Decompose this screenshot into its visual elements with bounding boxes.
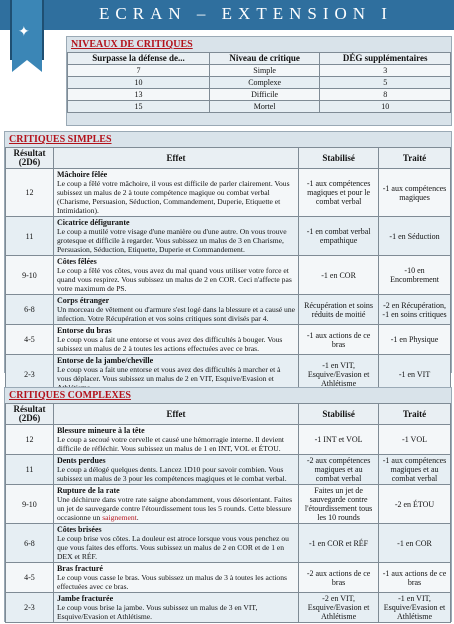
traite-cell: -2 en ÉTOU	[379, 485, 451, 524]
niveaux-header: Surpasse la défense de...	[68, 53, 210, 65]
traite-cell: -10 en Encombrement	[379, 256, 451, 295]
niveaux-section	[66, 36, 452, 126]
effect-cell	[53, 325, 298, 355]
traite-cell: -1 en Séduction	[379, 217, 451, 256]
niveaux-cell: Mortel	[209, 101, 320, 113]
effect-name: Rupture de la rate	[56, 486, 120, 495]
effect-cell	[53, 169, 298, 217]
niveaux-cell: Complexe	[209, 77, 320, 89]
result-cell: 12	[6, 425, 54, 455]
traite-cell: -1 VOL	[379, 425, 451, 455]
effect-desc: Le coup a mutilé votre visage d'une manière ou d'une autre. On vous trouve grotesque et difficile à regarder. Vous subissez un malus de 3 en Charisme, Persuasion, Séduction, Etiquette, Duperie et Commandement.	[56, 227, 287, 254]
niveaux-cell: 5	[320, 77, 451, 89]
result-cell: 9-10	[6, 256, 54, 295]
traite-cell: -1 aux actions de ce bras	[379, 563, 451, 593]
traite-cell: -1 aux compétences magiques	[379, 169, 451, 217]
effect-name: Bras fracturé	[56, 564, 103, 573]
bookmark-ribbon	[10, 0, 44, 60]
traite-cell: -2 en Récupération, -1 en soins critiques	[379, 295, 451, 325]
niveaux-row	[68, 101, 451, 113]
traite-cell: -1 en VIT	[379, 355, 451, 394]
niveaux-cell: Simple	[209, 65, 320, 77]
complexes-header: Résultat (2D6)	[6, 404, 54, 425]
stabilise-cell: -1 en COR et RÉF	[299, 524, 379, 563]
effect-highlight: saignement	[102, 513, 137, 522]
complexes-row	[6, 425, 451, 455]
simples-section	[4, 131, 452, 388]
effect-name: Entorse de la jambe/cheville	[56, 356, 154, 365]
niveaux-cell: Difficile	[209, 89, 320, 101]
effect-name: Corps étranger	[56, 296, 110, 305]
niveaux-table	[67, 52, 451, 113]
traite-cell: -1 en Physique	[379, 325, 451, 355]
simples-row	[6, 295, 451, 325]
niveaux-cell: 13	[68, 89, 210, 101]
niveaux-cell: 3	[320, 65, 451, 77]
simples-row	[6, 325, 451, 355]
niveaux-cell: 10	[68, 77, 210, 89]
effect-desc-end: .	[136, 513, 139, 522]
stabilise-cell: -1 en combat verbal empathique	[299, 217, 379, 256]
complexes-row	[6, 485, 451, 524]
result-cell: 4-5	[6, 325, 54, 355]
complexes-section	[4, 387, 452, 622]
effect-name: Mâchoire fêlée	[56, 170, 108, 179]
traite-cell: -1 en COR	[379, 524, 451, 563]
effect-desc: Le coup a fêlé vos côtes, vous avez du mal quand vous utiliser votre force et quand vous respirez. Vous subissez un malus de 2 en COR. Ceci n'affecte pas votre maximum de PS.	[56, 266, 292, 293]
niveaux-cell: 7	[68, 65, 210, 77]
complexes-row	[6, 563, 451, 593]
stabilise-cell: -1 aux actions de ce bras	[299, 325, 379, 355]
stabilise-cell: -2 aux compétences magiques et au combat verbal	[299, 455, 379, 485]
effect-name: Entorse du bras	[56, 326, 112, 335]
complexes-table	[5, 403, 451, 623]
effect-desc: Le coup vous a fait une entorse et vous avez des difficultés à bouger. Vous subissez un malus de 2 à toutes les actions effectuées avec ce bras.	[56, 335, 283, 353]
stabilise-cell: Faites un jet de sauvegarde contre l'étourdissement tous les 10 rounds	[299, 485, 379, 524]
simples-header: Stabilisé	[299, 148, 379, 169]
effect-desc: Le coup vous a fait une entorse et vous avez des difficultés à marcher et à vous déplacer. Vous subissez un malus de 2 en VIT, Esquive/Evasion et	[56, 365, 281, 383]
effect-desc: Un morceau de vêtement ou d'armure s'est logé dans la blessure et a causé une infection. Votre Récupération et vos soins critiques sont divisés par 4.	[56, 305, 296, 323]
result-cell: 9-10	[6, 485, 54, 524]
effect-cell	[53, 593, 298, 623]
effect-desc: Le coup a délogé quelques dents. Lancez 1D10 pour savoir combien. Vous subissez un malus de 3 pour les compétences magiques et le combat verbal.	[56, 465, 287, 483]
effect-name: Jambe fracturée	[56, 594, 114, 603]
effect-cell	[53, 563, 298, 593]
stabilise-cell: -2 aux actions de ce bras	[299, 563, 379, 593]
niveaux-header: Niveau de critique	[209, 53, 320, 65]
stabilise-cell: -1 INT et VOL	[299, 425, 379, 455]
effect-desc: Le coup brise vos côtes. La douleur est atroce lorsque vous vous penchez ou que vous faites des efforts. Vous subissez un malus de 2 en COR et de 1 en DEX et RÉF.	[56, 534, 289, 561]
effect-name: Dents perdues	[56, 456, 106, 465]
complexes-title: CRITIQUES COMPLEXES	[9, 390, 131, 401]
effect-name: Côtes fêlées	[56, 257, 97, 266]
result-cell: 11	[6, 455, 54, 485]
simples-header: Traité	[379, 148, 451, 169]
traite-cell: -1 en VIT, Esquive/Evasion et Athlétisme	[379, 593, 451, 623]
complexes-row	[6, 593, 451, 623]
niveaux-cell: 10	[320, 101, 451, 113]
effect-name: Côtes brisées	[56, 525, 102, 534]
wolf-emblem-icon: ✦	[18, 25, 30, 40]
stabilise-cell: -1 aux compétences magiques et pour le combat verbal	[299, 169, 379, 217]
simples-row	[6, 256, 451, 295]
effect-desc: Une déchirure dans votre rate saigne abondamment, vous désorientant. Faites un jet de sauvegarde contre l'étourdissement tous les 5 rounds. Cette blessure occasionne un	[56, 495, 293, 522]
page-title: ECRAN – EXTENSION I	[99, 4, 393, 23]
complexes-header: Stabilisé	[299, 404, 379, 425]
effect-desc: Le coup vous casse le bras. Vous subissez un malus de 3 à toutes les actions effectuées avec ce bras.	[56, 573, 287, 591]
result-cell: 2-3	[6, 355, 54, 394]
niveaux-cell: 15	[68, 101, 210, 113]
effect-cell	[53, 485, 298, 524]
complexes-row	[6, 524, 451, 563]
effect-desc: Le coup vous brise la jambe. Vous subissez un malus de 3 en VIT, Esquive/Evasion et Athlétisme.	[56, 603, 258, 621]
result-cell: 2-3	[6, 593, 54, 623]
complexes-header: Effet	[53, 404, 298, 425]
stabilise-cell: -1 en COR	[299, 256, 379, 295]
header-bar	[0, 0, 454, 30]
result-cell: 11	[6, 217, 54, 256]
simples-header: Résultat (2D6)	[6, 148, 54, 169]
simples-row	[6, 217, 451, 256]
niveaux-title: NIVEAUX DE CRITIQUES	[71, 39, 193, 50]
result-cell: 12	[6, 169, 54, 217]
complexes-row	[6, 455, 451, 485]
effect-cell	[53, 295, 298, 325]
result-cell: 6-8	[6, 524, 54, 563]
stabilise-cell: Récupération et soins réduits de moitié	[299, 295, 379, 325]
niveaux-row	[68, 77, 451, 89]
niveaux-cell: 8	[320, 89, 451, 101]
simples-row	[6, 169, 451, 217]
effect-name: Cicatrice défigurante	[56, 218, 130, 227]
effect-cell	[53, 425, 298, 455]
niveaux-header: DÉG supplémentaires	[320, 53, 451, 65]
effect-cell	[53, 524, 298, 563]
stabilise-cell: -1 en VIT, Esquive/Evasion et Athlétisme	[299, 355, 379, 394]
niveaux-row	[68, 65, 451, 77]
effect-cell	[53, 217, 298, 256]
traite-cell: -1 aux compétences magiques et au combat verbal	[379, 455, 451, 485]
complexes-header: Traité	[379, 404, 451, 425]
simples-table	[5, 147, 451, 394]
effect-desc: Le coup a secoué votre cervelle et causé une hémorragie interne. Il devient difficile de réfléchir. Vous subissez un malus de 1 en INT, VOL et ÉTOU.	[56, 435, 285, 453]
effect-desc: Le coup a fêlé votre mâchoire, il vous est difficile de parler clairement. Vous subissez un malus de 2 à toute compétence magique ou combat verbal (Charisme, Persuasion, Séduction, Commandement, Duperie, Etiquette et Intimidation).	[56, 179, 290, 215]
effect-name: Blessure mineure à la tête	[56, 426, 145, 435]
simples-title: CRITIQUES SIMPLES	[9, 134, 112, 145]
effect-cell	[53, 455, 298, 485]
stabilise-cell: -2 en VIT, Esquive/Evasion et Athlétisme	[299, 593, 379, 623]
result-cell: 4-5	[6, 563, 54, 593]
niveaux-row	[68, 89, 451, 101]
simples-header: Effet	[53, 148, 298, 169]
result-cell: 6-8	[6, 295, 54, 325]
effect-cell	[53, 256, 298, 295]
